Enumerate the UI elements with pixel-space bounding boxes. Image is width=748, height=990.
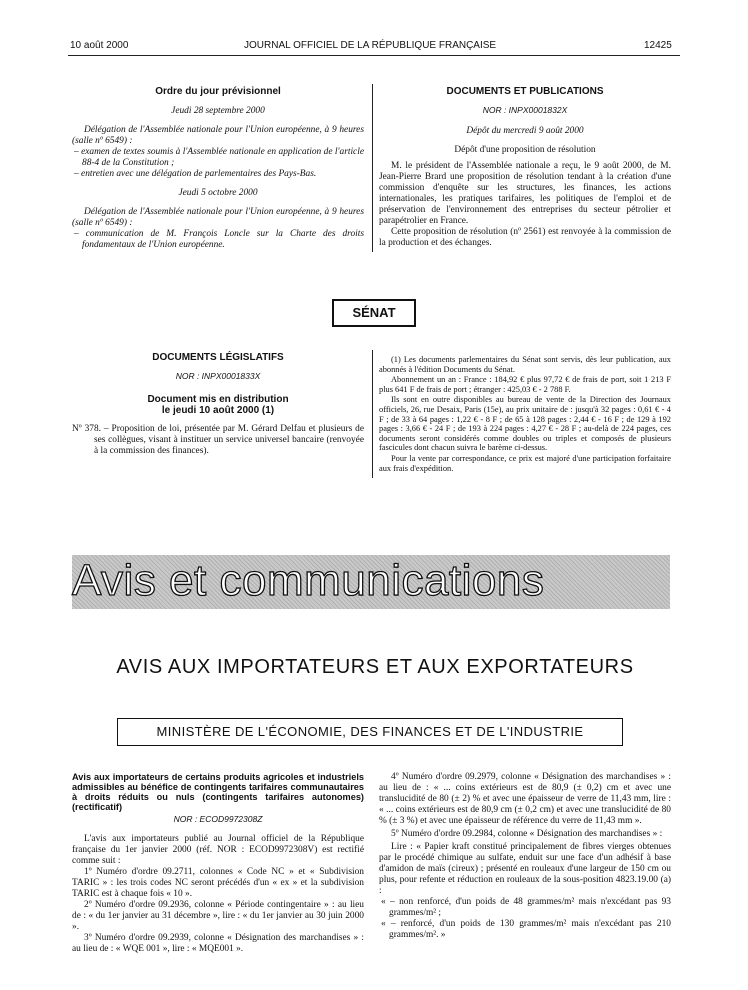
- article-title: Avis aux importateurs de certains produits agricoles et industriels admissibles au bénéfice de contingents tarifaires communautaires à droits réduits ou nuls (contingents tarifaires autonomes) (rectificatif): [72, 772, 364, 812]
- article-right-column: [379, 772, 671, 941]
- docs-leg-subtitle-2: le jeudi 10 août 2000 (1): [161, 405, 275, 416]
- section-banner: [72, 555, 670, 609]
- docs-leg-title: DOCUMENTS LÉGISLATIFS: [152, 352, 284, 363]
- docs-pub-title: DOCUMENTS ET PUBLICATIONS: [446, 86, 604, 97]
- ordre-para-2: Délégation de l'Assemblée nationale pour l'Union européenne, à 9 heures (salle nº 6549) :: [72, 207, 364, 228]
- column-divider-middle: [372, 350, 373, 478]
- banner-title: Avis et communications: [72, 556, 545, 605]
- docs-leg-subtitle-1: Document mis en distribution: [147, 394, 289, 405]
- ministere-box: MINISTÈRE DE L'ÉCONOMIE, DES FINANCES ET DE L'INDUSTRIE: [117, 718, 623, 746]
- depot-date: Dépôt du mercredi 9 août 2000: [466, 126, 584, 136]
- article-para-4: 3º Numéro d'ordre 09.2939, colonne « Désignation des marchandises » : au lieu de : « WQE 001 », lire : « MQE001 ».: [72, 933, 364, 954]
- article-nor: NOR : ECOD9972308Z: [173, 814, 263, 824]
- journal-title: JOURNAL OFFICIEL DE LA RÉPUBLIQUE FRANÇAISE: [244, 40, 497, 51]
- article-para-3: 2º Numéro d'ordre 09.2936, colonne « Période contingentaire » : au lieu de : « du 1er janvier au 31 décembre », lire : « du 1er janvier au 30 juin 2000 ».: [72, 900, 364, 932]
- page-number: 12425: [644, 40, 672, 51]
- depot-para-2: Cette proposition de résolution (nº 2561) est renvoyée à la commission de la production et des échanges.: [379, 227, 671, 248]
- footnote-para-4: Pour la vente par correspondance, ce prix est majoré d'une participation forfaitaire aux frais d'expédition.: [379, 453, 671, 473]
- depot-para-1: M. le président de l'Assemblée nationale a reçu, le 9 août 2000, de M. Jean-Pierre Brard une proposition de résolution tendant à la création d'une commission d'enquête sur les structures, les finances, les actions internationales, les pratiques tarifaires, les politiques de l'emploi et de préservation de l'environnement des entreprises du secteur pétrolier et parapétrolier en France.: [379, 161, 671, 226]
- article-para-1: L'avis aux importateurs publié au Journal officiel de la République française du 1er janvier 2000 (réf. NOR : ECOD9972308V) est rectifié comme suit :: [72, 834, 364, 866]
- article-item-2: « – renforcé, d'un poids de 130 grammes/m² mais n'excédant pas 210 grammes/m². »: [381, 919, 671, 940]
- docs-pub-nor: NOR : INPX0001832X: [482, 105, 568, 115]
- header-date: 10 août 2000: [70, 40, 129, 51]
- ordre-item-3: – communication de M. François Loncle sur la Charte des droits fondamentaux de l'Union européenne.: [74, 229, 364, 250]
- article-left-column: [72, 772, 364, 955]
- ordre-title: Ordre du jour prévisionnel: [155, 86, 281, 97]
- documents-publications-section: [379, 86, 671, 249]
- docs-leg-nor: NOR : INPX0001833X: [175, 371, 261, 381]
- senat-box: SÉNAT: [332, 299, 416, 327]
- ordre-item-1: – examen de textes soumis à l'Assemblée nationale en application de l'article 88-4 de la Constitution ;: [74, 147, 364, 168]
- footnote-para-1: (1) Les documents parlementaires du Sénat sont servis, dès leur publication, aux abonnés à l'édition Documents du Sénat.: [379, 355, 671, 374]
- column-divider-top: [372, 84, 373, 252]
- ordre-du-jour-section: [72, 86, 364, 251]
- article-para-2: 1º Numéro d'ordre 09.2711, colonnes « Code NC » et « Subdivision TARIC » : les trois codes NC seront précédés d'un « ex » et la subdivision TARIC est à chaque fois « 10 ».: [72, 867, 364, 899]
- ordre-date-1: Jeudi 28 septembre 2000: [171, 106, 265, 116]
- header-rule: [68, 55, 680, 56]
- documents-legislatifs-section: [72, 352, 364, 457]
- article-para-7: Lire : « Papier kraft constitué principalement de fibres vierges obtenues par le procédé chimique au sulfate, enduit sur une face d'un adhésif à base d'amidon de maïs (cireux) ; présenté en rouleaux d'une largeur de 150 cm ou plus, pour refente et réduction en rouleaux de la sous-position 4823.19.00 (a) :: [379, 842, 671, 896]
- senat-footnote: [379, 355, 671, 473]
- depot-title: Dépôt d'une proposition de résolution: [454, 145, 596, 155]
- ordre-item-2: – entretien avec une délégation de parlementaires des Pays-Bas.: [74, 169, 317, 179]
- ordre-para-1: Délégation de l'Assemblée nationale pour l'Union européenne, à 9 heures (salle nº 6549) :: [72, 125, 364, 146]
- ordre-date-2: Jeudi 5 octobre 2000: [178, 188, 258, 198]
- article-para-5: 4º Numéro d'ordre 09.2979, colonne « Désignation des marchandises » : au lieu de : « ... coins extérieurs est de 80,9 (± 0,2) cm et avec une translucidité de 80 (± 2) % et avec une épaisseur de verre de 11,43 mm, lire : « ... coins extérieurs est de 80,9 cm (± 0,2 cm) et avec une translucidité de 80 % (± 3 %) et avec une épaisseur de référence du verre de 11,43 mm ».: [379, 772, 671, 826]
- docs-leg-item: Nº 378. – Proposition de loi, présentée par M. Gérard Delfau et plusieurs de ses collègues, visant à instituer un service universel bancaire (renvoyée à la commission des finances).: [72, 424, 364, 456]
- footnote-para-2: Abonnement un an : France : 184,92 € plus 97,72 € de frais de port, soit 1 213 F plus 641 F de frais de port ; étranger : 425,03 € - 2 788 F.: [379, 375, 671, 394]
- article-para-6: 5º Numéro d'ordre 09.2984, colonne « Désignation des marchandises » :: [391, 829, 663, 839]
- avis-title: AVIS AUX IMPORTATEURS ET AUX EXPORTATEURS: [116, 656, 634, 678]
- article-item-1: « – non renforcé, d'un poids de 48 grammes/m² mais n'excédant pas 93 grammes/m² ;: [381, 897, 671, 918]
- footnote-para-3: Ils sont en outre disponibles au bureau de vente de la Direction des Journaux officiels, 26, rue Desaix, Paris (15e), au prix unitaire de : jusqu'à 32 pages : 0,61 € - 4 F ; de 33 à 64 pages : 1,22 € - 8 F ; de 65 à 128 pages : 2,44 € - 16 F ; de 129 à 192 pages : 3,66 € - 24 F ; de 193 à 224 pages : 4,27 € - 28 F ; au-delà de 224 pages, ces documents seront considérés comme doubles ou triples et composés de plusieurs fascicules dont chacun suivra le barème ci-dessus.: [379, 395, 671, 453]
